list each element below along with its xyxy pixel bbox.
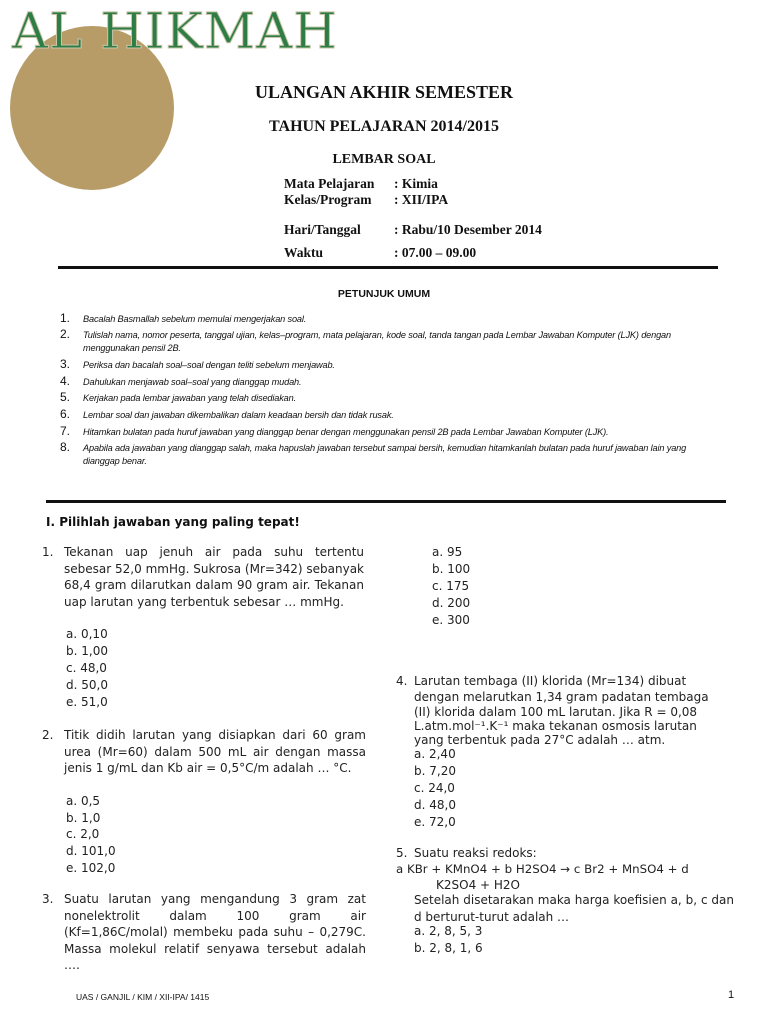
instruction-number: 5. <box>60 390 71 404</box>
sheet-title: LEMBAR SOAL <box>332 152 436 167</box>
instruction-item: Tulislah nama, nomor peserta, tanggal ujian, kelas–program, mata pelajaran, kode soal, tanda tangan pada Lembar Jawaban Komputer (LJK) dengan menggunakan pensil 2B. <box>83 330 671 353</box>
academic-year: TAHUN PELAJARAN 2014/2015 <box>269 118 499 135</box>
instruction-item: Bacalah Basmallah sebelum memulai mengerjakan soal. <box>83 314 307 324</box>
question-number: 2. <box>42 728 54 742</box>
instruction-number: 4. <box>60 374 71 388</box>
option: d. 48,0 <box>414 798 456 812</box>
subject-label: Mata Pelajaran <box>284 176 375 191</box>
question-number: 5. <box>396 846 408 860</box>
instruction-number: 1. <box>60 311 71 325</box>
option: c. 48,0 <box>66 661 107 675</box>
question-text: Suatu reaksi redoks: <box>414 846 537 860</box>
class-label: Kelas/Program <box>284 192 372 207</box>
instruction-item: Lembar soal dan jawaban dikembalikan dalam keadaan bersih dan tidak rusak. <box>83 410 394 420</box>
school-logo-text: AL HIKMAH <box>12 2 338 60</box>
subject-value: : Kimia <box>394 176 438 191</box>
exam-title: ULANGAN AKHIR SEMESTER <box>254 82 514 102</box>
instruction-item: Kerjakan pada lembar jawaban yang telah disediakan. <box>83 393 296 403</box>
option: b. 1,0 <box>66 811 101 825</box>
option: b. 1,00 <box>66 644 108 658</box>
question-text-line: L.atm.mol⁻¹.K⁻¹ maka tekanan osmosis larutan <box>414 719 697 733</box>
option: c. 175 <box>432 579 470 593</box>
option: d. 200 <box>432 596 471 610</box>
instruction-number: 8. <box>60 440 71 454</box>
time-label: Waktu <box>284 245 324 260</box>
question-text-line: yang terbentuk pada 27°C adalah … atm. <box>414 733 666 747</box>
option: b. 7,20 <box>414 764 456 778</box>
question-text-line: (II) klorida dalam 100 mL larutan. Jika R = 0,08 <box>414 705 698 719</box>
option: e. 51,0 <box>66 695 108 709</box>
question-text-line: Larutan tembaga (II) klorida (Mr=134) dibuat <box>414 674 687 688</box>
option: b. 2, 8, 1, 6 <box>414 941 483 955</box>
instruction-item: Dahulukan menjawab soal–soal yang dianggap mudah. <box>83 377 302 387</box>
option: e. 300 <box>432 613 470 627</box>
question-number: 3. <box>42 892 54 906</box>
instruction-number: 7. <box>60 424 71 438</box>
time-value: : 07.00 – 09.00 <box>394 245 477 260</box>
redox-equation: a KBr + KMnO4 + b H2SO4 → c Br2 + MnSO4 + d <box>396 862 689 876</box>
option: a. 0,10 <box>66 627 108 641</box>
instruction-number: 3. <box>60 357 71 371</box>
section-divider <box>46 500 726 503</box>
option: c. 24,0 <box>414 781 455 795</box>
question-text: Setelah disetarakan maka harga koefisien a, b, c dan d berturut-turut adalah … <box>414 893 734 924</box>
instruction-item: Apabila ada jawaban yang dianggap salah, maka hapuslah jawaban tersebut sampai bersih, kemudian hitamkanlah bulatan pada huruf jawaban lain yang dianggap benar. <box>83 443 687 466</box>
question-text: Titik didih larutan yang disiapkan dari 60 gram urea (Mr=60) dalam 500 mL air dengan massa jenis 1 g/mL dan Kb air = 0,5°C/m adalah … °C. <box>64 728 366 775</box>
instruction-number: 2. <box>60 327 71 341</box>
question-text-line: dengan melarutkan 1,34 gram padatan tembaga <box>414 690 709 704</box>
header-divider <box>58 266 718 269</box>
page-number: 1 <box>728 989 735 1001</box>
question-text: Tekanan uap jenuh air pada suhu tertentu sebesar 52,0 mmHg. Sukrosa (Mr=342) sebanyak 68,4 gram dilarutkan dalam 90 gram air. Tekanan uap larutan yang terbentuk sebesar … mmHg. <box>64 545 364 609</box>
question-text: Suatu larutan yang mengandung 3 gram zat nonelektrolit dalam 100 gram air (Kf=1,86C/molal) membeku pada suhu – 0,279C. Massa molekul relatif senyawa tersebut adalah …. <box>64 892 366 972</box>
option: a. 95 <box>432 545 463 559</box>
date-value: : Rabu/10 Desember 2014 <box>394 222 542 237</box>
option: a. 0,5 <box>66 794 101 808</box>
section-title: I. Pilihlah jawaban yang paling tepat! <box>46 515 300 529</box>
footer-code: UAS / GANJIL / KIM / XII-IPA/ 1415 <box>76 992 210 1002</box>
date-label: Hari/Tanggal <box>284 222 361 237</box>
question-number: 1. <box>42 545 54 559</box>
instruction-item: Periksa dan bacalah soal–soal dengan teliti sebelum menjawab. <box>83 360 335 370</box>
question-number: 4. <box>396 674 408 688</box>
option: d. 50,0 <box>66 678 108 692</box>
instructions-title: PETUNJUK UMUM <box>337 288 431 300</box>
redox-equation-cont: K2SO4 + H2O <box>436 878 520 892</box>
option: e. 72,0 <box>414 815 456 829</box>
option: a. 2, 8, 5, 3 <box>414 924 483 938</box>
instruction-item: Hitamkan bulatan pada huruf jawaban yang dianggap benar dengan menggunakan pensil 2B pada Lembar Jawaban Komputer (LJK). <box>83 427 609 437</box>
instruction-number: 6. <box>60 407 71 421</box>
option: c. 2,0 <box>66 827 100 841</box>
option: a. 2,40 <box>414 747 456 761</box>
option: b. 100 <box>432 562 471 576</box>
option: d. 101,0 <box>66 844 116 858</box>
option: e. 102,0 <box>66 861 116 875</box>
class-value: : XII/IPA <box>394 192 449 207</box>
